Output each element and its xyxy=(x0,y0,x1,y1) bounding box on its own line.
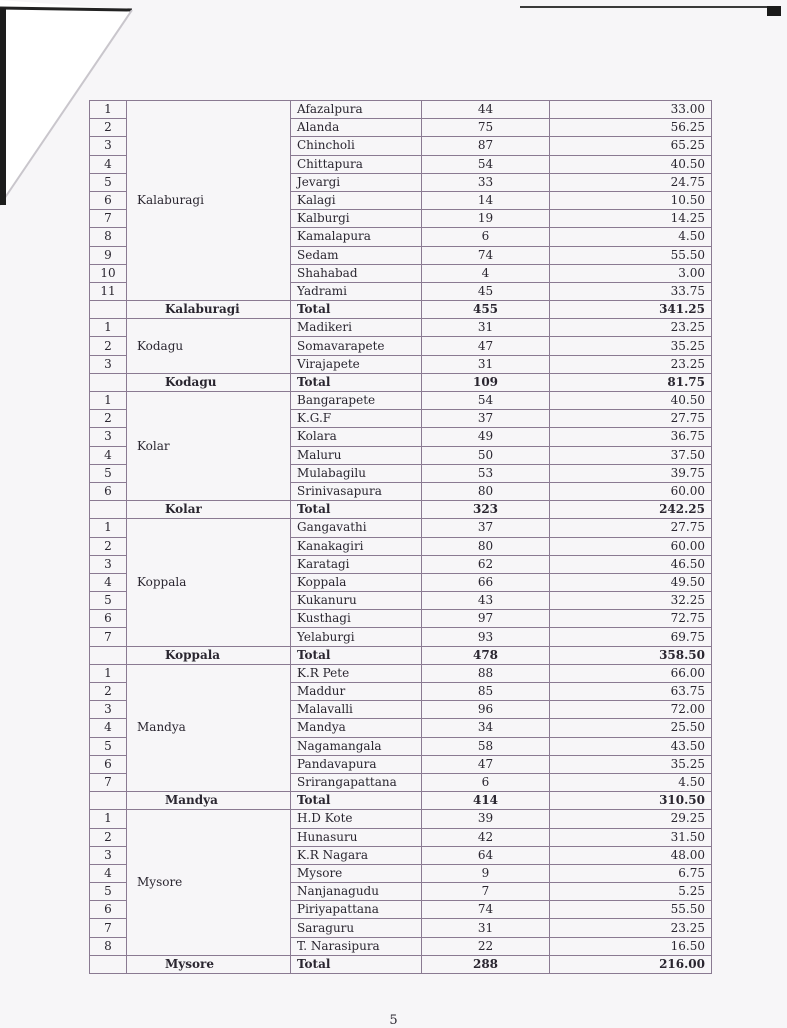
count-cell: 74 xyxy=(422,901,550,919)
count-cell: 96 xyxy=(422,701,550,719)
taluk-name-cell: Piriyapattana xyxy=(291,901,422,919)
amount-cell: 27.75 xyxy=(550,519,712,537)
serial-number-cell: 3 xyxy=(90,137,127,155)
count-cell: 22 xyxy=(422,937,550,955)
district-total-row xyxy=(90,792,712,810)
count-cell: 50 xyxy=(422,446,550,464)
count-cell: 31 xyxy=(422,355,550,373)
serial-number-cell: 4 xyxy=(90,573,127,591)
serial-number-cell: 4 xyxy=(90,446,127,464)
count-cell: 49 xyxy=(422,428,550,446)
amount-cell: 4.50 xyxy=(550,773,712,791)
count-cell: 66 xyxy=(422,573,550,591)
count-cell: 74 xyxy=(422,246,550,264)
count-cell: 6 xyxy=(422,773,550,791)
amount-cell: 40.50 xyxy=(550,155,712,173)
count-cell: 37 xyxy=(422,519,550,537)
taluk-name-cell: Madikeri xyxy=(291,319,422,337)
taluk-name-cell: Shahabad xyxy=(291,264,422,282)
taluk-name-cell: Kukanuru xyxy=(291,592,422,610)
serial-number-cell: 9 xyxy=(90,246,127,264)
count-cell: 31 xyxy=(422,919,550,937)
total-amount-cell: 358.50 xyxy=(550,646,712,664)
total-district-name-cell: Mysore xyxy=(127,955,291,973)
district-total-row xyxy=(90,373,712,391)
amount-cell: 27.75 xyxy=(550,410,712,428)
serial-number-cell: 2 xyxy=(90,683,127,701)
amount-cell: 4.50 xyxy=(550,228,712,246)
taluk-name-cell: Yelaburgi xyxy=(291,628,422,646)
taluk-name-cell: Mysore xyxy=(291,864,422,882)
taluk-name-cell: Mandya xyxy=(291,719,422,737)
serial-number-cell: 5 xyxy=(90,592,127,610)
taluk-name-cell: Chincholi xyxy=(291,137,422,155)
amount-cell: 39.75 xyxy=(550,464,712,482)
serial-number-cell: 5 xyxy=(90,173,127,191)
taluk-name-cell: Hunasuru xyxy=(291,828,422,846)
amount-cell: 56.25 xyxy=(550,119,712,137)
serial-number-cell: 3 xyxy=(90,846,127,864)
taluk-name-cell: K.G.F xyxy=(291,410,422,428)
serial-number-cell xyxy=(90,646,127,664)
serial-number-cell: 5 xyxy=(90,464,127,482)
count-cell: 58 xyxy=(422,737,550,755)
total-district-name-cell: Mandya xyxy=(127,792,291,810)
serial-number-cell: 4 xyxy=(90,719,127,737)
district-total-row xyxy=(90,955,712,973)
count-cell: 42 xyxy=(422,828,550,846)
amount-cell: 43.50 xyxy=(550,737,712,755)
serial-number-cell: 7 xyxy=(90,919,127,937)
taluk-name-cell: Kamalapura xyxy=(291,228,422,246)
table-row xyxy=(90,319,712,337)
serial-number-cell: 8 xyxy=(90,228,127,246)
taluk-name-cell: Nanjanagudu xyxy=(291,883,422,901)
serial-number-cell: 1 xyxy=(90,519,127,537)
count-cell: 4 xyxy=(422,264,550,282)
amount-cell: 40.50 xyxy=(550,392,712,410)
amount-cell: 36.75 xyxy=(550,428,712,446)
amount-cell: 23.25 xyxy=(550,919,712,937)
amount-cell: 55.50 xyxy=(550,246,712,264)
total-label-cell: Total xyxy=(291,792,422,810)
serial-number-cell: 2 xyxy=(90,119,127,137)
taluk-name-cell: T. Narasipura xyxy=(291,937,422,955)
count-cell: 47 xyxy=(422,337,550,355)
amount-cell: 66.00 xyxy=(550,664,712,682)
taluk-name-cell: Gangavathi xyxy=(291,519,422,537)
serial-number-cell: 5 xyxy=(90,883,127,901)
taluk-name-cell: Maluru xyxy=(291,446,422,464)
count-cell: 62 xyxy=(422,555,550,573)
scan-top-edge xyxy=(520,6,770,8)
count-cell: 93 xyxy=(422,628,550,646)
total-district-name-cell: Kolar xyxy=(127,501,291,519)
district-name-cell: Mysore xyxy=(127,810,291,956)
total-count-cell: 478 xyxy=(422,646,550,664)
amount-cell: 72.00 xyxy=(550,701,712,719)
amount-cell: 37.50 xyxy=(550,446,712,464)
count-cell: 47 xyxy=(422,755,550,773)
amount-cell: 60.00 xyxy=(550,537,712,555)
taluk-name-cell: Saraguru xyxy=(291,919,422,937)
taluk-name-cell: Malavalli xyxy=(291,701,422,719)
total-amount-cell: 81.75 xyxy=(550,373,712,391)
district-name-cell: Kodagu xyxy=(127,319,291,374)
taluk-name-cell: Maddur xyxy=(291,683,422,701)
district-total-row xyxy=(90,501,712,519)
table-row xyxy=(90,392,712,410)
total-amount-cell: 310.50 xyxy=(550,792,712,810)
district-name-cell: Kalaburagi xyxy=(127,101,291,301)
total-count-cell: 288 xyxy=(422,955,550,973)
amount-cell: 49.50 xyxy=(550,573,712,591)
taluk-name-cell: Yadrami xyxy=(291,282,422,300)
taluk-name-cell: Jevargi xyxy=(291,173,422,191)
amount-cell: 69.75 xyxy=(550,628,712,646)
taluk-name-cell: Kanakagiri xyxy=(291,537,422,555)
count-cell: 75 xyxy=(422,119,550,137)
district-total-row xyxy=(90,646,712,664)
serial-number-cell: 11 xyxy=(90,282,127,300)
amount-cell: 24.75 xyxy=(550,173,712,191)
taluk-allocation-table xyxy=(89,100,712,974)
taluk-name-cell: Koppala xyxy=(291,573,422,591)
count-cell: 54 xyxy=(422,392,550,410)
count-cell: 85 xyxy=(422,683,550,701)
amount-cell: 3.00 xyxy=(550,264,712,282)
count-cell: 31 xyxy=(422,319,550,337)
amount-cell: 5.25 xyxy=(550,883,712,901)
amount-cell: 48.00 xyxy=(550,846,712,864)
serial-number-cell: 3 xyxy=(90,428,127,446)
serial-number-cell: 5 xyxy=(90,737,127,755)
amount-cell: 55.50 xyxy=(550,901,712,919)
taluk-name-cell: Pandavapura xyxy=(291,755,422,773)
district-name-cell: Kolar xyxy=(127,392,291,501)
total-count-cell: 414 xyxy=(422,792,550,810)
count-cell: 64 xyxy=(422,846,550,864)
serial-number-cell: 6 xyxy=(90,901,127,919)
district-name-cell: Mandya xyxy=(127,664,291,791)
serial-number-cell xyxy=(90,501,127,519)
serial-number-cell: 1 xyxy=(90,392,127,410)
serial-number-cell: 3 xyxy=(90,555,127,573)
count-cell: 37 xyxy=(422,410,550,428)
taluk-name-cell: Srinivasapura xyxy=(291,482,422,500)
amount-cell: 23.25 xyxy=(550,319,712,337)
count-cell: 19 xyxy=(422,210,550,228)
serial-number-cell: 1 xyxy=(90,319,127,337)
page-number: 5 xyxy=(389,1013,398,1028)
taluk-name-cell: Chittapura xyxy=(291,155,422,173)
table-row xyxy=(90,519,712,537)
total-label-cell: Total xyxy=(291,373,422,391)
total-count-cell: 455 xyxy=(422,301,550,319)
total-district-name-cell: Kodagu xyxy=(127,373,291,391)
taluk-name-cell: Kalburgi xyxy=(291,210,422,228)
serial-number-cell xyxy=(90,955,127,973)
serial-number-cell: 2 xyxy=(90,337,127,355)
taluk-name-cell: K.R Nagara xyxy=(291,846,422,864)
serial-number-cell: 10 xyxy=(90,264,127,282)
taluk-name-cell: Karatagi xyxy=(291,555,422,573)
serial-number-cell: 7 xyxy=(90,210,127,228)
taluk-name-cell: Alanda xyxy=(291,119,422,137)
taluk-name-cell: Srirangapattana xyxy=(291,773,422,791)
total-label-cell: Total xyxy=(291,646,422,664)
count-cell: 87 xyxy=(422,137,550,155)
serial-number-cell: 2 xyxy=(90,410,127,428)
taluk-name-cell: Somavarapete xyxy=(291,337,422,355)
scan-corner-mark xyxy=(767,6,781,16)
taluk-name-cell: H.D Kote xyxy=(291,810,422,828)
serial-number-cell: 6 xyxy=(90,755,127,773)
total-count-cell: 109 xyxy=(422,373,550,391)
amount-cell: 6.75 xyxy=(550,864,712,882)
taluk-name-cell: Kolara xyxy=(291,428,422,446)
amount-cell: 63.75 xyxy=(550,683,712,701)
serial-number-cell: 6 xyxy=(90,482,127,500)
total-amount-cell: 242.25 xyxy=(550,501,712,519)
serial-number-cell: 1 xyxy=(90,101,127,119)
taluk-name-cell: Virajapete xyxy=(291,355,422,373)
serial-number-cell: 4 xyxy=(90,864,127,882)
count-cell: 7 xyxy=(422,883,550,901)
amount-cell: 14.25 xyxy=(550,210,712,228)
serial-number-cell: 8 xyxy=(90,937,127,955)
amount-cell: 16.50 xyxy=(550,937,712,955)
count-cell: 44 xyxy=(422,101,550,119)
count-cell: 53 xyxy=(422,464,550,482)
total-label-cell: Total xyxy=(291,955,422,973)
serial-number-cell: 3 xyxy=(90,701,127,719)
table-row xyxy=(90,810,712,828)
serial-number-cell: 6 xyxy=(90,191,127,209)
serial-number-cell: 7 xyxy=(90,628,127,646)
taluk-name-cell: Bangarapete xyxy=(291,392,422,410)
serial-number-cell xyxy=(90,373,127,391)
serial-number-cell: 7 xyxy=(90,773,127,791)
count-cell: 80 xyxy=(422,537,550,555)
total-district-name-cell: Koppala xyxy=(127,646,291,664)
taluk-name-cell: Sedam xyxy=(291,246,422,264)
count-cell: 34 xyxy=(422,719,550,737)
serial-number-cell xyxy=(90,792,127,810)
count-cell: 54 xyxy=(422,155,550,173)
amount-cell: 10.50 xyxy=(550,191,712,209)
amount-cell: 72.75 xyxy=(550,610,712,628)
count-cell: 80 xyxy=(422,482,550,500)
amount-cell: 35.25 xyxy=(550,755,712,773)
taluk-name-cell: Nagamangala xyxy=(291,737,422,755)
amount-cell: 31.50 xyxy=(550,828,712,846)
table-row xyxy=(90,101,712,119)
serial-number-cell: 1 xyxy=(90,810,127,828)
total-label-cell: Total xyxy=(291,301,422,319)
amount-cell: 35.25 xyxy=(550,337,712,355)
count-cell: 33 xyxy=(422,173,550,191)
serial-number-cell: 3 xyxy=(90,355,127,373)
amount-cell: 32.25 xyxy=(550,592,712,610)
district-total-row xyxy=(90,301,712,319)
taluk-name-cell: Mulabagilu xyxy=(291,464,422,482)
count-cell: 88 xyxy=(422,664,550,682)
count-cell: 97 xyxy=(422,610,550,628)
amount-cell: 23.25 xyxy=(550,355,712,373)
taluk-name-cell: Kusthagi xyxy=(291,610,422,628)
amount-cell: 65.25 xyxy=(550,137,712,155)
count-cell: 9 xyxy=(422,864,550,882)
total-district-name-cell: Kalaburagi xyxy=(127,301,291,319)
count-cell: 39 xyxy=(422,810,550,828)
table-row xyxy=(90,664,712,682)
amount-cell: 33.00 xyxy=(550,101,712,119)
taluk-name-cell: Kalagi xyxy=(291,191,422,209)
amount-cell: 25.50 xyxy=(550,719,712,737)
total-label-cell: Total xyxy=(291,501,422,519)
serial-number-cell: 6 xyxy=(90,610,127,628)
amount-cell: 46.50 xyxy=(550,555,712,573)
taluk-name-cell: K.R Pete xyxy=(291,664,422,682)
amount-cell: 60.00 xyxy=(550,482,712,500)
serial-number-cell: 2 xyxy=(90,828,127,846)
total-count-cell: 323 xyxy=(422,501,550,519)
count-cell: 6 xyxy=(422,228,550,246)
serial-number-cell xyxy=(90,301,127,319)
count-cell: 45 xyxy=(422,282,550,300)
amount-cell: 29.25 xyxy=(550,810,712,828)
total-amount-cell: 341.25 xyxy=(550,301,712,319)
serial-number-cell: 2 xyxy=(90,537,127,555)
serial-number-cell: 4 xyxy=(90,155,127,173)
count-cell: 43 xyxy=(422,592,550,610)
taluk-name-cell: Afazalpura xyxy=(291,101,422,119)
total-amount-cell: 216.00 xyxy=(550,955,712,973)
serial-number-cell: 1 xyxy=(90,664,127,682)
amount-cell: 33.75 xyxy=(550,282,712,300)
count-cell: 14 xyxy=(422,191,550,209)
district-name-cell: Koppala xyxy=(127,519,291,646)
